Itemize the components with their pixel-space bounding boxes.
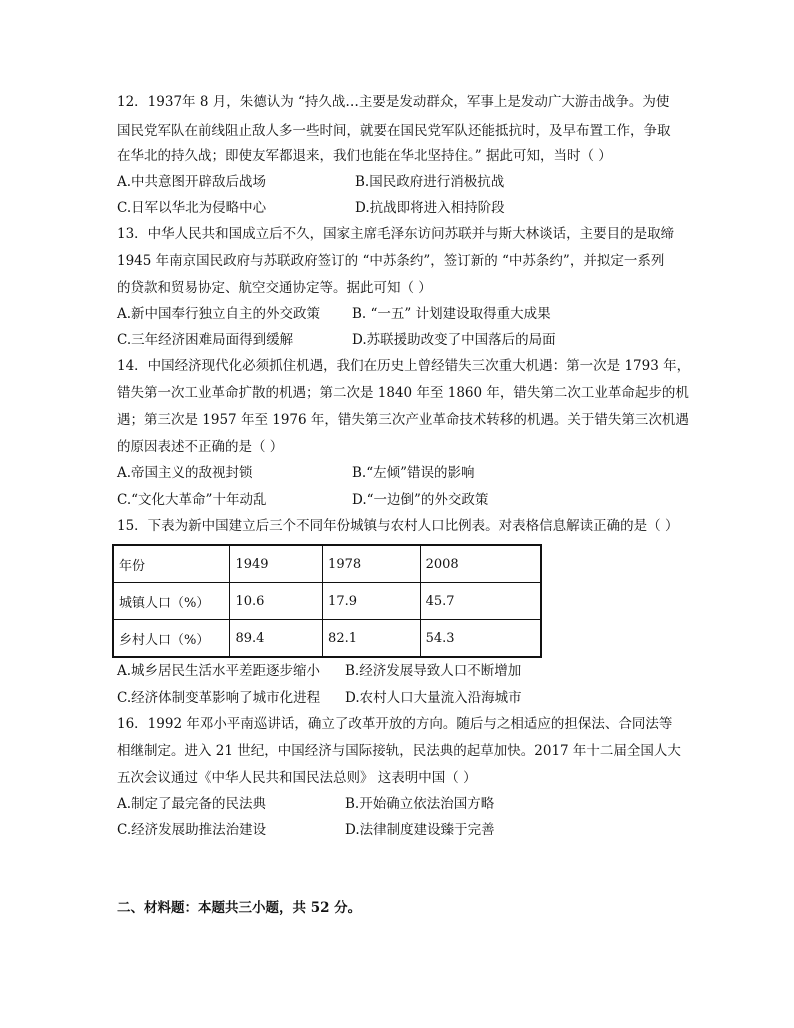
q13-option-a: A.新中国奉行独立自主的外交政策 (117, 306, 321, 322)
table-cell: 54.3 (420, 620, 541, 658)
table-cell: 年份 (113, 545, 230, 583)
q16-line-3: 五次会议通过《中华人民共和国民法总则》 这表明中国（ ） (117, 770, 477, 786)
table-cell: 82.1 (323, 620, 421, 658)
section-heading: 二、材料题：本题共三小题，共 52 分。 (117, 900, 362, 916)
table-cell: 45.7 (420, 583, 541, 620)
q13-option-b: B. “一五” 计划建设取得重大成果 (352, 306, 551, 322)
q16-option-c: C.经济发展助推法治建设 (117, 822, 267, 838)
q14-option-d: D.“一边倒”的外交政策 (352, 492, 489, 508)
q12-line-1: 12．1937年 8 月，朱德认为 “持久战…主要是发动群众，军事上是发动广大游击战争。为使 (117, 94, 670, 110)
q16-option-a: A.制定了最完备的民法典 (117, 796, 267, 812)
q16-option-d: D.法律制度建设臻于完善 (345, 822, 495, 838)
q12-line-3: 在华北的持久战；即使友军都退来，我们也能在华北坚持住。” 据此可知，当时（ ） (117, 148, 612, 164)
q16-option-b: B.开始确立依法治国方略 (345, 796, 495, 812)
q15-option-b: B.经济发展导致人口不断增加 (345, 663, 522, 679)
q13-option-c: C.三年经济困难局面得到缓解 (117, 332, 294, 348)
q14-line-4: 的原因表述不正确的是（ ） (117, 439, 284, 455)
q14-line-2: 错失第一次工业革命扩散的机遇；第二次是 1840 年至 1860 年，错失第二次工业革命起步的机 (117, 385, 689, 401)
q13-line-3: 的贷款和贸易协定、航空交通协定等。据此可知（ ） (117, 280, 432, 296)
q12-option-a: A.中共意图开辟敌后战场 (117, 174, 267, 190)
q12-option-b: B.国民政府进行消极抗战 (355, 174, 505, 190)
q14-option-b: B.“左倾”错误的影响 (352, 465, 475, 481)
table-cell: 2008 (420, 545, 541, 583)
table-cell: 89.4 (230, 620, 323, 658)
q15-option-d: D.农村人口大量流入沿海城市 (345, 690, 522, 706)
population-table (112, 544, 542, 658)
q12-option-d: D.抗战即将进入相持阶段 (355, 200, 505, 216)
q15-option-a: A.城乡居民生活水平差距逐步缩小 (117, 663, 321, 679)
q13-line-1: 13．中华人民共和国成立后不久，国家主席毛泽东访问苏联并与斯大林谈话，主要目的是取缔 (117, 226, 675, 242)
q13-option-d: D.苏联援助改变了中国落后的局面 (352, 332, 556, 348)
q16-line-2: 相继制定。进入 21 世纪，中国经济与国际接轨，民法典的起草加快。2017 年十二届全国人大 (117, 743, 681, 759)
table-cell: 城镇人口（%） (113, 583, 230, 620)
table-header-row (113, 545, 541, 583)
table-cell: 乡村人口（%） (113, 620, 230, 658)
q14-line-3: 遇；第三次是 1957 年至 1976 年，错失第三次产业革命技术转移的机遇。关于错失第三次机遇 (117, 412, 689, 428)
table-cell: 17.9 (323, 583, 421, 620)
table-cell: 1978 (323, 545, 421, 583)
table-row (113, 620, 541, 658)
table-row (113, 583, 541, 620)
q12-option-c: C.日军以华北为侵略中心 (117, 200, 267, 216)
q14-option-c: C.“文化大革命”十年动乱 (117, 492, 267, 508)
q16-line-1: 16．1992 年邓小平南巡讲话，确立了改革开放的方向。随后与之相适应的担保法、合同法等 (117, 716, 673, 732)
q15-option-c: C.经济体制变革影响了城市化进程 (117, 690, 321, 706)
q14-option-a: A.帝国主义的敌视封锁 (117, 465, 253, 481)
q12-line-2: 国民党军队在前线阻止敌人多一些时间，就要在国民党军队还能抵抗时，及早布置工作，争取 (117, 123, 671, 139)
table-cell: 10.6 (230, 583, 323, 620)
q15-line-1: 15．下表为新中国建立后三个不同年份城镇与农村人口比例表。对表格信息解读正确的是（ ） (117, 518, 679, 534)
q13-line-2: 1945 年南京国民政府与苏联政府签订的 “中苏条约”，签订新的 “中苏条约”，并拟定一系列 (117, 253, 665, 269)
q14-line-1: 14．中国经济现代化必须抓住机遇，我们在历史上曾经错失三次重大机遇：第一次是 1793 年， (117, 358, 691, 374)
table-cell: 1949 (230, 545, 323, 583)
